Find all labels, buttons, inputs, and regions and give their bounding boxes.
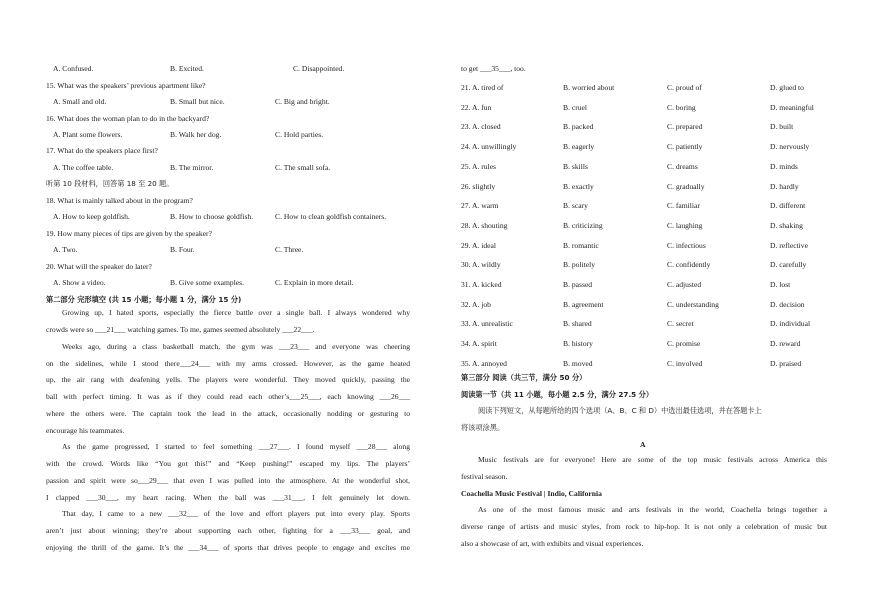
choice-32-c: C. understanding bbox=[667, 299, 719, 309]
choice-31-b: B. passed bbox=[563, 280, 593, 289]
choice-29-c: C. infectious bbox=[667, 240, 706, 250]
passage-line-7: where the others were. The captain took the lead in the attack, occasionally nodding or gesturing to bbox=[46, 409, 410, 418]
q16-option-c: C. Hold parties. bbox=[275, 130, 324, 139]
q18-option-b: B. How to choose goldfish. bbox=[170, 212, 254, 221]
choice-33-d: D. individual bbox=[770, 319, 811, 329]
choice-29-b: B. romantic bbox=[563, 240, 599, 250]
choice-32-b: B. agreement bbox=[563, 299, 604, 309]
choice-24-b: B. eagerly bbox=[563, 142, 595, 152]
choice-21-a: 21. A. tired of bbox=[461, 83, 504, 92]
choice-28-a: 28. A. shouting bbox=[461, 220, 508, 230]
passage-line-6: ball with perfect timing. It was as if they could read each other’s___25___, each knowing ___26___ bbox=[46, 392, 410, 401]
passage-line-5: up, the air rang with deafening yells. The players were wonderful. They moved quickly, passing the bbox=[46, 375, 410, 384]
choice-22-a: 22. A. fun bbox=[461, 102, 492, 112]
passage-continuation: to get ___35___, too. bbox=[461, 64, 526, 73]
q16-option-a: A. Plant some flowers. bbox=[53, 130, 123, 139]
choice-22-d: D. meaningful bbox=[770, 102, 814, 112]
q18-option-a: A. How to keep goldfish. bbox=[53, 212, 130, 221]
choice-27-b: B. scary bbox=[563, 201, 588, 211]
reading-instruction-line-1: 阅读下列短文，从每题所给的四个选项（A、B、C 和 D）中选出最佳选项，并在答题卡上 bbox=[478, 406, 762, 415]
choice-31-a: 31. A. kicked bbox=[461, 280, 502, 289]
choice-29-a: 29. A. ideal bbox=[461, 240, 497, 250]
choice-21-b: B. worried about bbox=[563, 83, 615, 92]
q14-option-a: A. Confused. bbox=[53, 64, 94, 73]
choice-27-a: 27. A. warm bbox=[461, 201, 499, 211]
choice-27-c: C. familiar bbox=[667, 201, 700, 211]
choice-28-c: C. laughing bbox=[667, 220, 703, 230]
choice-25-b: B. skills bbox=[563, 161, 588, 171]
choice-23-c: C. prepared bbox=[667, 122, 703, 132]
choice-34-d: D. reward bbox=[770, 339, 801, 349]
passage-line-10: with the crowd. Words like “You got this!” and “Keep pushing!” escaped my lips. The players’ bbox=[46, 459, 410, 468]
passage-line-8: encourage his teammates. bbox=[46, 426, 125, 435]
choice-35-d: D. praised bbox=[770, 358, 802, 368]
q15-option-a: A. Small and old. bbox=[53, 97, 107, 106]
q17-option-a: A. The coffee table. bbox=[53, 163, 114, 172]
choice-26-a: 26. slightly bbox=[461, 181, 496, 191]
q20-option-a: A. Show a video. bbox=[53, 278, 106, 287]
part-3-heading: 第三部分 阅读（共三节，满分 50 分） bbox=[461, 373, 587, 382]
q18-option-c: C. How to clean goldfish containers. bbox=[275, 212, 387, 221]
choice-23-a: 23. A. closed bbox=[461, 122, 501, 132]
passage-line-13: That day, I came to a new ___32___ of the love and effort players put into every play. Sports bbox=[62, 509, 410, 518]
choice-33-c: C. secret bbox=[667, 319, 694, 329]
choice-31-d: D. lost bbox=[770, 280, 791, 289]
choice-23-b: B. packed bbox=[563, 122, 594, 132]
q20-option-c: C. Explain in more detail. bbox=[275, 278, 354, 287]
choice-30-a: 30. A. wildly bbox=[461, 260, 501, 270]
passage-line-14: aren’t just about winning; they’re about supporting each other, fighting for a ___33___ goal, and bbox=[46, 526, 410, 535]
choice-23-d: D. built bbox=[770, 122, 794, 132]
q14-option-c: C. Disappointed. bbox=[293, 64, 345, 73]
choice-30-d: D. carefully bbox=[770, 260, 807, 270]
q20-option-b: B. Give some examples. bbox=[170, 278, 245, 287]
festival-line-3: also a showcase of art, with exhibits and visual experiences. bbox=[461, 539, 644, 548]
choice-34-b: B. history bbox=[563, 339, 593, 349]
choice-34-a: 34. A. spirit bbox=[461, 339, 497, 349]
q17-option-b: B. The mirror. bbox=[170, 163, 214, 172]
choice-21-c: C. proud of bbox=[667, 83, 702, 92]
passage-line-2: crowds were so ___21___ watching games. To me, games seemed absolutely ___22___. bbox=[46, 325, 315, 334]
choice-24-a: 24. A. unwillingly bbox=[461, 142, 517, 152]
q14-option-b: B. Excited. bbox=[170, 64, 204, 73]
passage-label: A bbox=[640, 440, 646, 449]
passage-line-12: I clapped ___30___, my heart racing. When the ball was ___31___, I felt genuinely let down. bbox=[46, 493, 410, 502]
choice-31-c: C. adjusted bbox=[667, 280, 702, 289]
passage-line-3: Weeks ago, during a class basketball match, the gym was ___23___ and everyone was cheering bbox=[62, 342, 410, 351]
question-15: 15. What was the speakers’ previous apartment like? bbox=[46, 81, 206, 90]
choice-30-b: B. politely bbox=[563, 260, 596, 270]
choice-33-b: B. shared bbox=[563, 319, 592, 329]
choice-35-b: B. moved bbox=[563, 358, 593, 368]
choice-26-c: C. gradually bbox=[667, 181, 705, 191]
q16-option-b: B. Walk her dog. bbox=[170, 130, 222, 139]
q17-option-c: C. The small sofa. bbox=[275, 163, 331, 172]
choice-30-c: C. confidently bbox=[667, 260, 711, 270]
choice-34-c: C. promise bbox=[667, 339, 701, 349]
choice-35-c: C. involved bbox=[667, 358, 703, 368]
choice-24-c: C. patiently bbox=[667, 142, 703, 152]
choice-32-d: D. decision bbox=[770, 299, 805, 309]
q19-option-a: A. Two. bbox=[53, 245, 78, 254]
choice-22-c: C. boring bbox=[667, 102, 696, 112]
q19-option-c: C. Three. bbox=[275, 245, 304, 254]
passage-line-4: on the sidelines, while I stood there___24___ with my arms crossed. However, as the game heated bbox=[46, 359, 410, 368]
intro-line-2: festival season. bbox=[461, 472, 508, 481]
choice-35-a: 35. A. annoyed bbox=[461, 358, 507, 368]
reading-section-1-heading: 阅读第一节（共 11 小题，每小题 2.5 分，满分 27.5 分） bbox=[461, 390, 654, 399]
question-16: 16. What does the woman plan to do in the backyard? bbox=[46, 114, 210, 123]
choice-29-d: D. reflective bbox=[770, 240, 808, 250]
choice-25-c: C. dreams bbox=[667, 161, 698, 171]
passage-line-9: As the game progressed, I started to feel something ___27___. I found myself ___28___ along bbox=[62, 442, 410, 451]
part-2-heading: 第二部分 完形填空 (共 15 小题；每小题 1 分，满分 15 分) bbox=[46, 295, 242, 304]
festival-line-2: diverse range of artists and music styles, from rock to hip-hop. It is not only a celebration of music but bbox=[461, 522, 827, 531]
q19-option-b: B. Four. bbox=[170, 245, 195, 254]
question-18: 18. What is mainly talked about in the program? bbox=[46, 196, 193, 205]
choice-28-d: D. shaking bbox=[770, 220, 803, 230]
intro-line-1: Music festivals are for everyone! Here are some of the top music festivals across America this bbox=[478, 455, 827, 464]
choice-25-a: 25. A. rules bbox=[461, 161, 497, 171]
passage-line-1: Growing up, I hated sports, especially the fierce battle over a single ball. I always wondered why bbox=[62, 308, 410, 317]
question-17: 17. What do the speakers place first? bbox=[46, 146, 158, 155]
section-10-instruction: 听第 10 段材料，回答第 18 至 20 题。 bbox=[46, 179, 174, 188]
choice-22-b: B. cruel bbox=[563, 102, 588, 112]
choice-28-b: B. criticizing bbox=[563, 220, 603, 230]
choice-26-d: D. hardly bbox=[770, 181, 799, 191]
choice-21-d: D. glued to bbox=[770, 83, 804, 92]
q15-option-c: C. Big and bright. bbox=[275, 97, 330, 106]
choice-33-a: 33. A. unrealistic bbox=[461, 319, 513, 329]
passage-line-11: passion and spirit were so___29___ that even I was pulled into the atmosphere. At the wonderful shot, bbox=[46, 476, 410, 485]
festival-line-1: As one of the most famous music and arts festivals in the world, Coachella brings together a bbox=[478, 505, 827, 514]
passage-line-15: enjoying the thrill of the game. It’s the ___34___ of sports that drives people to engage and excites me bbox=[46, 543, 410, 552]
festival-title: Coachella Music Festival | Indio, California bbox=[461, 489, 602, 498]
question-19: 19. How many pieces of tips are given by the speaker? bbox=[46, 229, 212, 238]
q15-option-b: B. Small but nice. bbox=[170, 97, 225, 106]
choice-25-d: D. minds bbox=[770, 161, 798, 171]
choice-26-b: B. exactly bbox=[563, 181, 594, 191]
choice-24-d: D. nervously bbox=[770, 142, 810, 152]
choice-32-a: 32. A. job bbox=[461, 299, 491, 309]
question-20: 20. What will the speaker do later? bbox=[46, 262, 152, 271]
reading-instruction-line-2: 将该项涂黑。 bbox=[461, 423, 505, 432]
choice-27-d: D. different bbox=[770, 201, 806, 211]
